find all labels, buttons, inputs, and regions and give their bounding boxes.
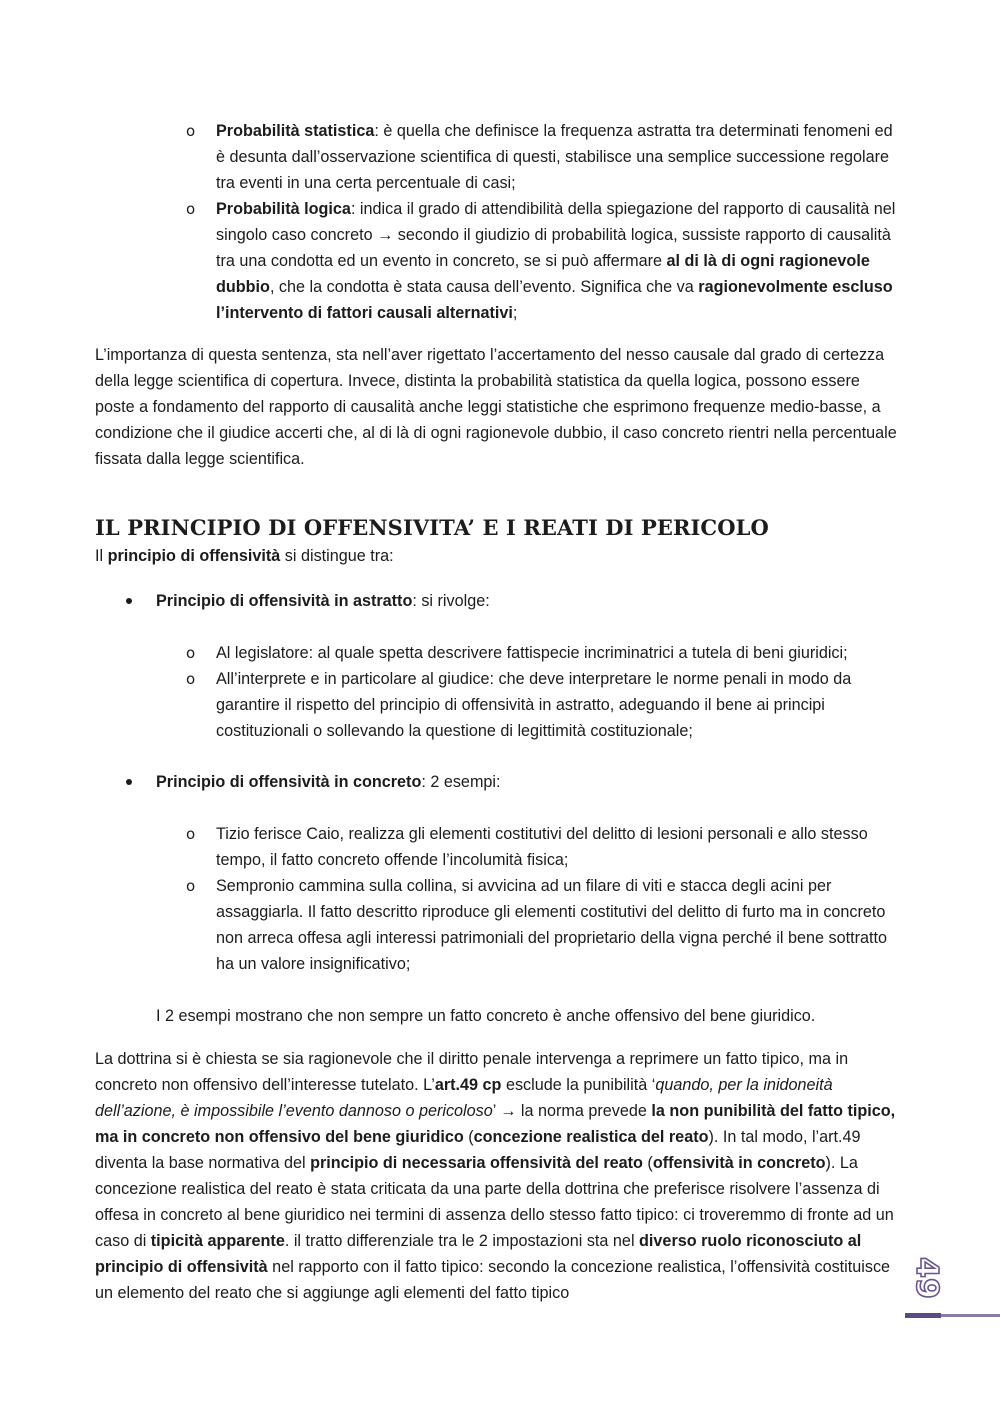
intro-term: principio di offensività xyxy=(107,547,281,565)
bold-text: offensività in concreto xyxy=(652,1154,826,1172)
item-text: : è quella che definisce la frequenza astratta tra determinati fenomeni ed è desunta dall’osservazione scientifica di questi, stabilisce una semplice successione regolare tra eventi in una certa percentuale di casi; xyxy=(216,122,893,192)
esempi-note: I 2 esempi mostrano che non sempre un fatto concreto è anche offensivo del bene giuridico. xyxy=(156,1007,816,1025)
circle-bullet-icon: o xyxy=(186,825,196,843)
list-item xyxy=(186,873,906,977)
list-item xyxy=(186,821,906,873)
astratto-list xyxy=(186,640,906,744)
paragraph-importanza: L’importanza di questa sentenza, sta nell’aver rigettato l’accertamento del nesso causale dal grado di certezza della legge scientifica di copertura. Invece, distinta la probabilità statistica da quella logica, possono essere poste a fondamento del rapporto di causalità anche leggi statistiche che esprimono frequenze medio-basse, a condizione che il giudice accerti che, al di là di ogni ragionevole dubbio, il caso concreto rientri nella percentuale fissata dalla legge scientifica. xyxy=(95,346,897,468)
bold-text: art.49 cp xyxy=(434,1076,502,1094)
text-run: la norma prevede xyxy=(516,1102,652,1120)
item-text: secondo il giudizio di probabilità logica, sussiste rapporto di causalità tra una condotta ed un evento in concreto, se si può affermare xyxy=(216,226,891,270)
list-item xyxy=(186,640,906,666)
bold-text: principio di necessaria offensività del reato xyxy=(310,1154,643,1172)
page-number xyxy=(906,1254,946,1302)
list-item xyxy=(186,118,906,196)
bullet-dot-icon xyxy=(126,779,132,785)
text-run: nel rapporto con il fatto tipico: secondo la concezione realistica, l’offensività costituisce un elemento del reato che si aggiunge agli elementi del fatto tipico xyxy=(95,1258,891,1302)
arrow-right-icon: → xyxy=(500,1102,517,1120)
circle-bullet-icon: o xyxy=(186,670,196,688)
text-run: esclude la punibilità ‘ xyxy=(501,1076,656,1094)
term-astratto: Principio di offensività in astratto xyxy=(156,592,413,610)
bold-text: al di là di ogni ragionevole dubbio xyxy=(216,252,870,296)
item-text: Tizio ferisce Caio, realizza gli elementi costitutivi del delitto di lesioni personali e allo stesso tempo, il fatto concreto offende l’incolumità fisica; xyxy=(216,825,868,869)
text-run: La dottrina si è chiesta se sia ragionevole che il diritto penale intervenga a reprimere un fatto tipico, ma in concreto non offensivo dell’interesse tutelato. L’ xyxy=(95,1050,849,1094)
list-item xyxy=(186,196,906,326)
item-text: ; xyxy=(512,304,518,322)
italic-quote: quando, per la inidoneità dell’azione, è impossibile l’evento dannoso o pericoloso xyxy=(95,1076,833,1120)
circle-bullet-icon: o xyxy=(186,644,196,662)
paragraph-dottrina xyxy=(95,1046,903,1306)
intro-pre: Il xyxy=(95,547,108,565)
bold-text: concezione realistica del reato xyxy=(473,1128,709,1146)
arrow-right-icon: → xyxy=(377,226,394,244)
item-text: Al legislatore: al quale spetta descrivere fattispecie incriminatrici a tutela di beni giuridici; xyxy=(216,644,848,662)
bullet-concreto xyxy=(120,769,936,795)
item-text: : si rivolge: xyxy=(412,592,490,610)
text-run: ’ xyxy=(492,1102,501,1120)
page-number-label: 49 xyxy=(909,1257,944,1299)
footer-bar xyxy=(905,1313,941,1318)
text-run: ). La concezione realistica del reato è stata criticata da una parte della dottrina che preferisce risolvere l’assenza di offesa in concreto al bene giuridico nei termini di assenza dello stesso fatto tipico: ci troveremmo di fronte ad un caso di xyxy=(95,1154,894,1250)
item-text: Sempronio cammina sulla collina, si avvicina ad un filare di viti e stacca degli acini per assaggiarla. Il fatto descritto riproduce gli elementi costitutivi del delitto di furto ma in concreto non arreca offesa agli interessi patrimoniali del proprietario della vigna perché il bene sottratto ha un valore insignificativo; xyxy=(216,877,887,973)
term-probabilita-statistica: Probabilità statistica xyxy=(216,122,375,140)
circle-bullet-icon: o xyxy=(186,877,196,895)
text-run: . il tratto differenziale tra le 2 impostazioni sta nel xyxy=(284,1232,640,1250)
term-concreto: Principio di offensività in concreto xyxy=(156,773,422,791)
bullet-astratto xyxy=(120,588,936,614)
intro-post: si distingue tra: xyxy=(280,547,394,565)
list-item xyxy=(186,666,906,744)
bold-text: diverso ruolo riconosciuto al principio di offensività xyxy=(95,1232,862,1276)
circle-bullet-icon: o xyxy=(186,122,196,140)
item-text: : indica il grado di attendibilità della spiegazione del rapporto di causalità nel singolo caso concreto xyxy=(216,200,896,244)
probability-list xyxy=(186,118,906,326)
concreto-list xyxy=(186,821,906,977)
footer-rule xyxy=(941,1314,1000,1317)
item-text: , che la condotta è stata causa dell’evento. Significa che va xyxy=(269,278,699,296)
term-probabilita-logica: Probabilità logica xyxy=(216,200,351,218)
section-title: IL PRINCIPIO DI OFFENSIVITA’ E I REATI DI PERICOLO xyxy=(95,515,769,540)
bullet-dot-icon xyxy=(126,598,132,604)
item-text: : 2 esempi: xyxy=(421,773,501,791)
intro-line xyxy=(95,543,903,569)
bold-text: la non punibilità del fatto tipico, ma in concreto non offensivo del bene giuridico xyxy=(95,1102,896,1146)
circle-bullet-icon: o xyxy=(186,200,196,218)
text-run: ( xyxy=(463,1128,474,1146)
bold-text: tipicità apparente xyxy=(150,1232,285,1250)
bold-text: ragionevolmente escluso l’intervento di fattori causali alternativi xyxy=(216,278,893,322)
text-run: ( xyxy=(642,1154,653,1172)
item-text: All’interprete e in particolare al giudice: che deve interpretare le norme penali in modo da garantire il rispetto del principio di offensività in astratto, adeguando il bene ai principi costituzionali o sollevando la questione di legittimità costituzionale; xyxy=(216,670,852,740)
text-run: ). In tal modo, l’art.49 diventa la base normativa del xyxy=(95,1128,861,1172)
